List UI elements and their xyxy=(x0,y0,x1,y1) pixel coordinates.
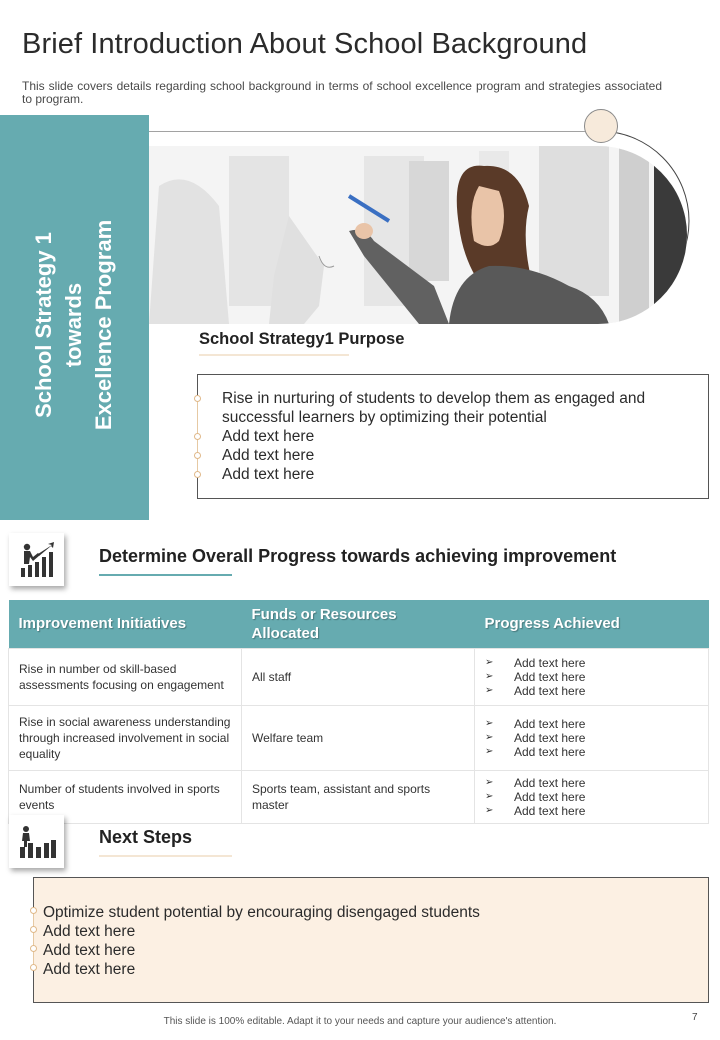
funds-cell: Sports team, assistant and sports master xyxy=(242,770,475,823)
steps-bar-chart-icon xyxy=(17,825,57,859)
progress-item: ➢ Add text here xyxy=(485,684,698,698)
progress-item: ➢ Add text here xyxy=(485,776,698,790)
progress-heading: Determine Overall Progress towards achieving improvement xyxy=(99,546,617,566)
column-header: Improvement Initiatives xyxy=(9,600,242,648)
purpose-heading-underline xyxy=(199,354,349,356)
purpose-bullet-dot xyxy=(194,471,201,478)
progress-item: ➢ Add text here xyxy=(485,804,698,818)
progress-item: ➢ Add text here xyxy=(485,790,698,804)
progress-item: ➢ Add text here xyxy=(485,717,698,731)
teacher-photo xyxy=(149,146,687,324)
next-steps-icon-box xyxy=(9,815,64,868)
footer-note: This slide is 100% editable. Adapt it to your needs and capture your audience's attention. xyxy=(163,1016,557,1027)
purpose-list xyxy=(222,389,692,484)
progress-item: ➢ Add text here xyxy=(485,670,698,684)
next-steps-underline xyxy=(99,855,232,857)
progress-icon-box xyxy=(9,533,64,586)
purpose-bullet-dot xyxy=(194,433,201,440)
purpose-item: Add text here xyxy=(222,428,315,445)
progress-item: ➢ Add text here xyxy=(485,745,698,759)
progress-item: ➢ Add text here xyxy=(485,656,698,670)
page-number: 7 xyxy=(692,1012,698,1023)
table-row xyxy=(9,648,709,705)
progress-cell xyxy=(475,770,709,823)
next-step-item: Add text here xyxy=(43,923,136,940)
purpose-item: Rise in nurturing of students to develop them as engaged and successful learners by optimizing their potential xyxy=(222,390,646,426)
column-header: Progress Achieved xyxy=(475,600,709,648)
next-step-bullet-dot xyxy=(30,964,37,971)
next-step-item: Optimize student potential by encouraging disengaged students xyxy=(43,904,480,921)
next-steps-heading: Next Steps xyxy=(99,827,193,847)
page-subtitle: This slide covers details regarding school background in terms of school excellence program and strategies associated to program. xyxy=(22,79,662,106)
initiative-cell: Rise in number od skill-based assessments focusing on engagement xyxy=(9,648,242,705)
next-step-bullet-dot xyxy=(30,907,37,914)
progress-heading-underline xyxy=(99,574,232,576)
table-row xyxy=(9,770,709,823)
next-step-bullet-dot xyxy=(30,926,37,933)
decorative-circle xyxy=(584,109,618,143)
next-steps-list xyxy=(43,903,683,979)
initiative-cell: Rise in social awareness understanding through increased involvement in social equality xyxy=(9,705,242,770)
next-steps-timeline-line xyxy=(33,910,34,968)
growth-chart-icon xyxy=(18,542,56,578)
funds-cell: Welfare team xyxy=(242,705,475,770)
funds-cell: All staff xyxy=(242,648,475,705)
vertical-title-line-3: Excellence Program xyxy=(91,219,116,431)
table-row xyxy=(9,705,709,770)
vertical-title-line-1: School Strategy 1 xyxy=(31,232,56,418)
initiative-cell: Number of students involved in sports events xyxy=(9,770,242,823)
next-step-item: Add text here xyxy=(43,961,136,978)
progress-item: ➢ Add text here xyxy=(485,731,698,745)
progress-table xyxy=(8,600,709,824)
purpose-item: Add text here xyxy=(222,466,315,483)
column-header: Funds or Resources Allocated xyxy=(242,600,475,648)
table-header-row xyxy=(9,600,709,648)
progress-cell xyxy=(475,705,709,770)
strategy-vertical-title xyxy=(29,175,119,475)
purpose-bullet-dot xyxy=(194,452,201,459)
purpose-bullet-dot xyxy=(194,395,201,402)
purpose-heading: School Strategy1 Purpose xyxy=(199,330,405,348)
progress-cell xyxy=(475,648,709,705)
purpose-item: Add text here xyxy=(222,447,315,464)
next-step-bullet-dot xyxy=(30,945,37,952)
next-step-item: Add text here xyxy=(43,942,136,959)
vertical-title-line-2: towards xyxy=(61,282,86,368)
page-title: Brief Introduction About School Background xyxy=(22,28,588,60)
